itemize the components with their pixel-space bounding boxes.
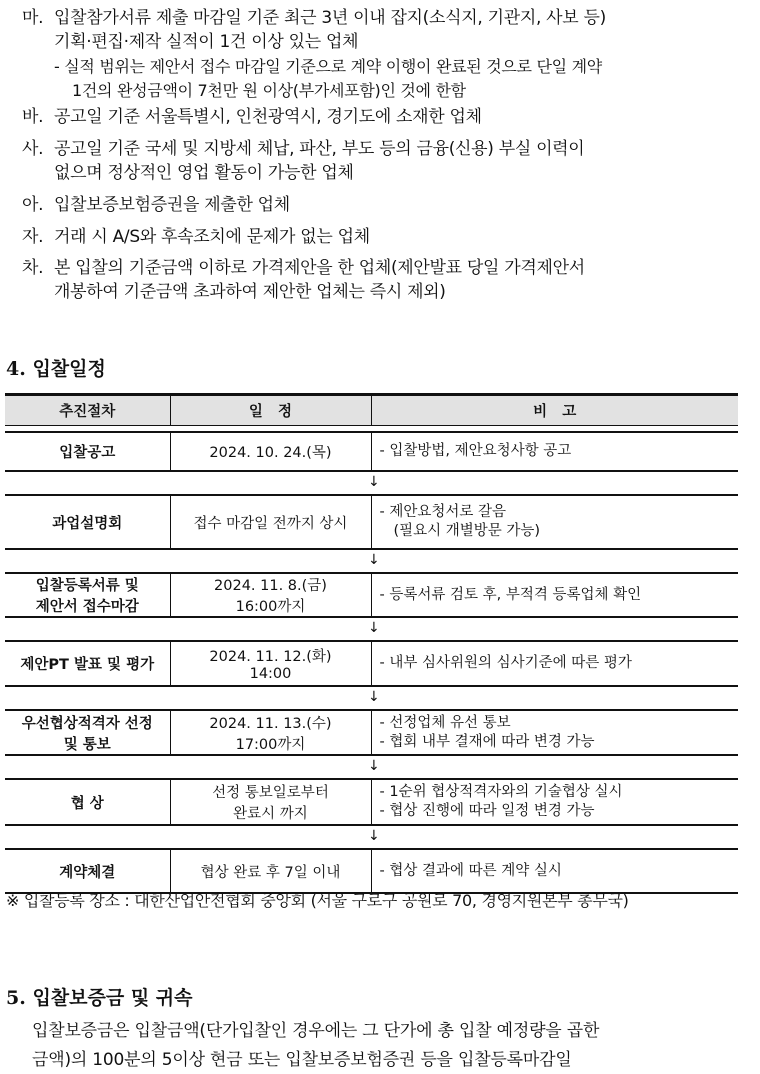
notes-cell: - 협상 결과에 따른 계약 실시 — [371, 849, 738, 893]
list-item: 마. 입찰참가서류 제출 마감일 기준 최근 3년 이내 잡지(소식지, 기관지, 사보 등) — [22, 8, 606, 28]
table-row — [5, 495, 738, 549]
down-arrow-icon: ↓ — [368, 474, 380, 490]
step-cell: 입찰등록서류 및 제안서 접수마감 — [5, 573, 170, 617]
table-row — [5, 849, 738, 893]
notes-cell: - 등록서류 검토 후, 부적격 등록업체 확인 — [371, 573, 738, 617]
list-subitem-cont: 1건의 완성금액이 7천만 원 이상(부가세포함)인 것에 한함 — [72, 81, 466, 100]
notes-cell: - 선정업체 유선 통보 - 협회 내부 결재에 따라 변경 가능 — [371, 710, 738, 755]
list-item-cont: 기획·편집·제작 실적이 1건 이상 있는 업체 — [54, 32, 359, 52]
list-item-cont: 개봉하여 기준금액 초과하여 제안한 업체는 즉시 제외) — [54, 282, 446, 302]
schedule-table — [5, 393, 738, 894]
date-cell: 2024. 11. 8.(금) 16:00까지 — [170, 573, 371, 617]
list-item: 바. 공고일 기준 서울특별시, 인천광역시, 경기도에 소재한 업체 — [22, 107, 482, 127]
date-cell: 접수 마감일 전까지 상시 — [170, 495, 371, 549]
table-row — [5, 710, 738, 755]
table-row — [5, 573, 738, 617]
step-cell: 제안PT 발표 및 평가 — [5, 641, 170, 686]
list-item-cont: 없으며 정상적인 영업 활동이 가능한 업체 — [54, 163, 354, 183]
date-cell: 2024. 10. 24.(목) — [170, 432, 371, 471]
down-arrow-icon: ↓ — [368, 620, 380, 636]
step-cell: 우선협상적격자 선정 및 통보 — [5, 710, 170, 755]
list-item: 아. 입찰보증보험증권을 제출한 업체 — [22, 195, 290, 215]
step-cell: 입찰공고 — [5, 432, 170, 471]
header-date: 일 정 — [170, 395, 371, 426]
date-cell: 2024. 11. 13.(수) 17:00까지 — [170, 710, 371, 755]
step-cell: 과업설명회 — [5, 495, 170, 549]
registration-location-note: ※ 입찰등록 장소 : 대한산업안전협회 중앙회 (서울 구로구 공원로 70, 경영지원본부 총무국) — [6, 891, 629, 910]
list-item: 자. 거래 시 A/S와 후속조치에 문제가 없는 업체 — [22, 227, 370, 247]
notes-cell: - 1순위 협상적격자와의 기술협상 실시 - 협상 진행에 따라 일정 변경 가능 — [371, 779, 738, 825]
section-5-title: 5. 입찰보증금 및 귀속 — [6, 987, 193, 1009]
table-row — [5, 432, 738, 471]
header-step: 추진절차 — [5, 395, 170, 426]
notes-cell: - 입찰방법, 제안요청사항 공고 — [371, 432, 738, 471]
down-arrow-icon: ↓ — [368, 758, 380, 774]
step-cell: 계약체결 — [5, 849, 170, 893]
date-cell: 협상 완료 후 7일 이내 — [170, 849, 371, 893]
down-arrow-icon: ↓ — [368, 689, 380, 705]
down-arrow-icon: ↓ — [368, 828, 380, 844]
table-row — [5, 779, 738, 825]
list-item: 차. 본 입찰의 기준금액 이하로 가격제안을 한 업체(제안발표 당일 가격제안서 — [22, 258, 585, 278]
paragraph-line: 금액)의 100분의 5이상 현금 또는 입찰보증보험증권 등을 입찰등록마감일 — [32, 1050, 572, 1070]
notes-cell: - 내부 심사위원의 심사기준에 따른 평가 — [371, 641, 738, 686]
date-cell: 선정 통보일로부터 완료시 까지 — [170, 779, 371, 825]
list-item: 사. 공고일 기준 국세 및 지방세 체납, 파산, 부도 등의 금융(신용) 부실 이력이 — [22, 139, 585, 159]
header-notes: 비 고 — [371, 395, 738, 426]
step-cell: 협 상 — [5, 779, 170, 825]
table-header — [5, 395, 738, 426]
table-row — [5, 641, 738, 686]
notes-cell: - 제안요청서로 갈음 (필요시 개별방문 가능) — [371, 495, 738, 549]
list-subitem: - 실적 범위는 제안서 접수 마감일 기준으로 계약 이행이 완료된 것으로 단일 계약 — [54, 57, 602, 76]
down-arrow-icon: ↓ — [368, 552, 380, 568]
section-4-title: 4. 입찰일정 — [6, 358, 106, 380]
paragraph-line: 입찰보증금은 입찰금액(단가입찰인 경우에는 그 단가에 총 입찰 예정량을 곱한 — [32, 1021, 600, 1041]
date-cell: 2024. 11. 12.(화) 14:00 — [170, 641, 371, 686]
